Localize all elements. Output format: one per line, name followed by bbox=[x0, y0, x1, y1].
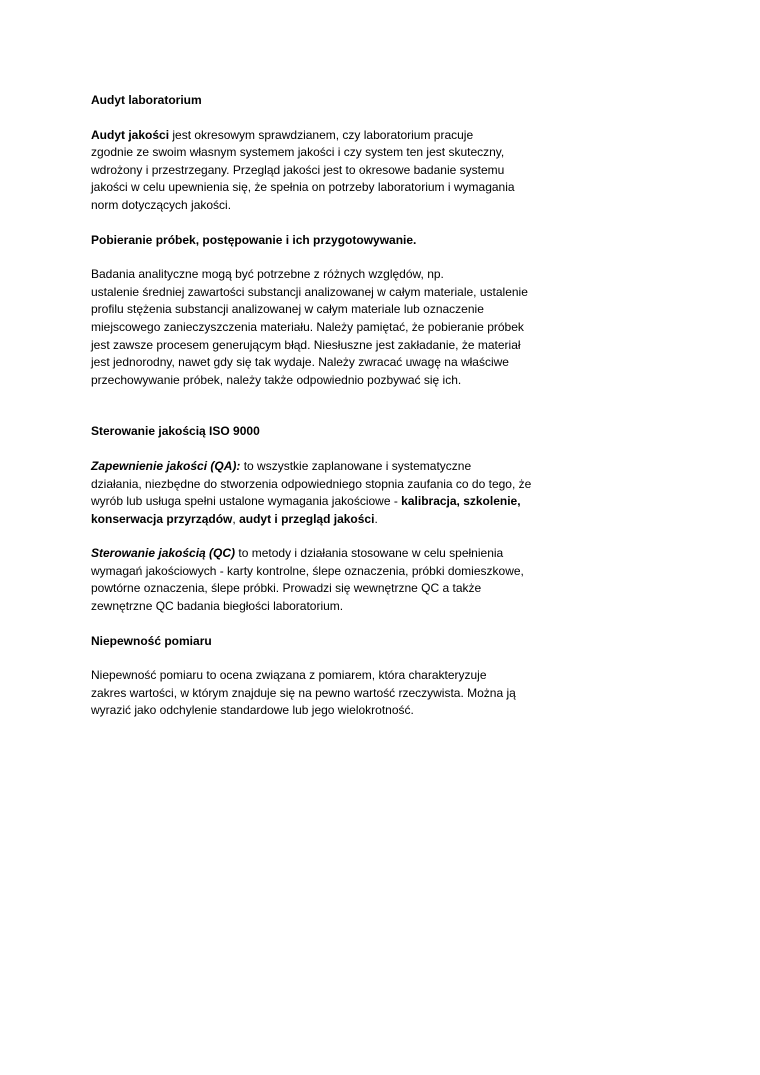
document-content bbox=[91, 92, 573, 720]
text-line: zewnętrzne QC badania biegłości laboratorium. bbox=[91, 599, 344, 614]
emphasis-qa: audyt i przegląd jakości bbox=[239, 511, 375, 526]
paragraph-qc: Sterowanie jakością (QC) to metody i działania stosowane w celu spełnienia wymagań jakościowych - karty kontrolne, ślepe oznaczenia, próbki domieszkowe, powtórne oznaczenia, ślepe próbki. Prowadzi się wewnętrzne QC a także zewnętrzne QC badania biegłości laboratorium. bbox=[91, 545, 573, 615]
text-line: Niepewność pomiaru to ocena związana z pomiarem, która charakteryzuje bbox=[91, 668, 487, 683]
text-line: działania, niezbędne do stworzenia odpowiedniego stopnia zaufania co do tego, że bbox=[91, 476, 532, 491]
text-line: zakres wartości, w którym znajduje się na pewno wartość rzeczywista. Można ją bbox=[91, 685, 516, 700]
text-line: miejscowego zanieczyszczenia materiału. Należy pamiętać, że pobieranie próbek bbox=[91, 319, 524, 334]
text-line: wyrazić jako odchylenie standardowe lub jego wielokrotność. bbox=[91, 703, 414, 718]
heading-sampling: Pobieranie próbek, postępowanie i ich przygotowywanie. bbox=[91, 232, 417, 247]
text-line: powtórne oznaczenia, ślepe próbki. Prowadzi się wewnętrzne QC a także bbox=[91, 581, 482, 596]
text-line: wdrożony i przestrzegany. Przegląd jakości jest to okresowe badanie systemu bbox=[91, 162, 505, 177]
paragraph-uncertainty bbox=[91, 667, 573, 720]
term-qc: Sterowanie jakością (QC) bbox=[91, 546, 236, 561]
paragraph-sampling bbox=[91, 266, 573, 389]
text-line: Badania analityczne mogą być potrzebne z różnych względów, np. bbox=[91, 267, 444, 282]
term-audit: Audyt jakości bbox=[91, 127, 170, 142]
heading-audit: Audyt laboratorium bbox=[91, 93, 202, 107]
text-line: wymagań jakościowych - karty kontrolne, ślepe oznaczenia, próbki domieszkowe, bbox=[91, 563, 524, 578]
paragraph-audit: Audyt jakości jest okresowym sprawdzianem, czy laboratorium pracuje zgodnie ze swoim własnym systemem jakości i czy system ten jest skuteczny, wdrożony i przestrzegany. Przegląd jakości jest to okresowe badanie systemu jakości w celu upewnienia się, że spełnia on potrzeby laboratorium i wymagania norm dotyczących jakości. bbox=[91, 127, 573, 215]
text-line: jakości w celu upewnienia się, że spełnia on potrzeby laboratorium i wymagania bbox=[91, 180, 515, 195]
text-line: jest jednorodny, nawet gdy się tak wydaje. Należy zwracać uwagę na właściwe bbox=[91, 355, 509, 370]
text-line: ustalenie średniej zawartości substancji analizowanej w całym materiale, ustalenie bbox=[91, 284, 528, 299]
paragraph-qa: Zapewnienie jakości (QA): to wszystkie zaplanowane i systematyczne działania, niezbędne do stworzenia odpowiedniego stopnia zaufania co do tego, że wyrób lub usługa spełni ustalone wymagania jakościowe - kalibracja, szkolenie, konserwacja przyrządów, audyt i przegląd jakości. bbox=[91, 458, 573, 528]
heading-iso: Sterowanie jakością ISO 9000 bbox=[91, 424, 260, 439]
text-line: zgodnie ze swoim własnym systemem jakości i czy system ten jest skuteczny, bbox=[91, 145, 505, 160]
text-line: jest zawsze procesem generującym błąd. Niesłuszne jest zakładanie, że materiał bbox=[91, 337, 521, 352]
heading-uncertainty: Niepewność pomiaru bbox=[91, 633, 212, 648]
text-line: norm dotyczących jakości. bbox=[91, 197, 232, 212]
term-qa: Zapewnienie jakości (QA): bbox=[91, 458, 241, 473]
emphasis-qa: kalibracja, szkolenie, bbox=[401, 494, 521, 509]
text-line: przechowywanie próbek, należy także odpowiednio pozbywać się ich. bbox=[91, 372, 462, 387]
emphasis-qa: konserwacja przyrządów bbox=[91, 511, 233, 526]
text-line: profilu stężenia substancji analizowanej w całym materiale lub oznaczenie bbox=[91, 302, 484, 317]
